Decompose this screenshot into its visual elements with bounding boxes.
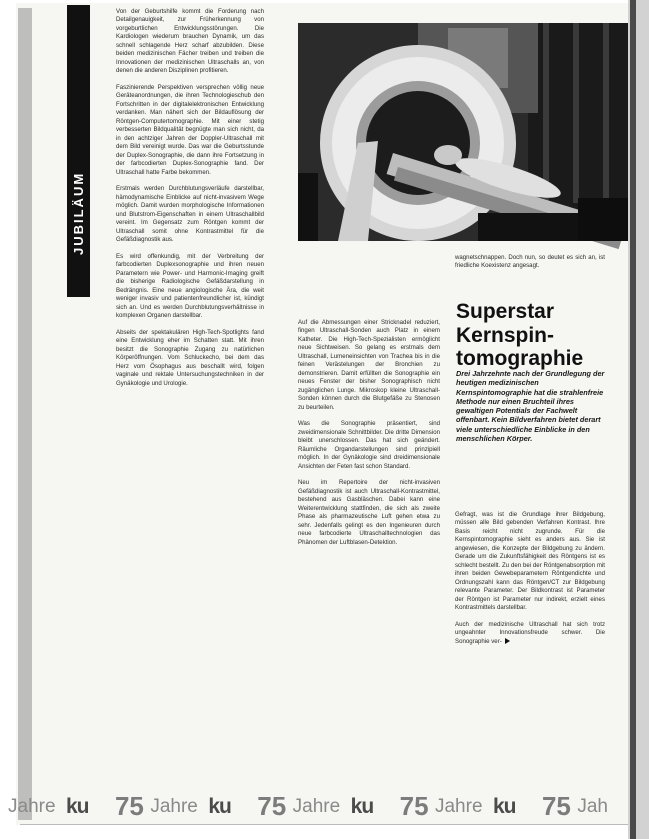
footer-number: 75 (541, 791, 571, 821)
ku-logo-icon: ku (208, 794, 231, 818)
paragraph-continued (455, 621, 605, 646)
ku-logo-icon: ku (65, 794, 89, 818)
section-label: JUBILÄUM (71, 171, 86, 255)
footer-unit (115, 791, 231, 822)
footer-unit (542, 791, 608, 822)
headline: Superstar Kernspin-tomographie (456, 300, 584, 370)
page-gutter-shadow (18, 8, 32, 820)
paragraph-text: Auch der medizinische Ultraschall hat sich trotz ungeahnter Innovationsfreude schwer. Die Sonographie ver- (455, 620, 605, 645)
footer-word-partial: Jah (577, 795, 608, 817)
paragraph: Es wird offenkundig, mit der Verbreitung der farbcodierten Duplexsonographie und ihren neuen Parametern wie Power- und Harmonic-Imaging greift die bisherige Radiologische Gefäßdarstellung in Bedrängnis. Eine neue angiologische Ära, die weit weniger invasiv und patientenfreundlicher ist, kündigt sich an. Und es werden Durchblutungsverhältnisse in komplexen Organen darstellbar. (116, 252, 264, 320)
footer-word: Jahre (292, 795, 341, 817)
text-column-1 (116, 8, 264, 397)
mri-scanner-photo (298, 23, 628, 241)
footer-word: Jahre (8, 795, 56, 817)
footer-word: Jahre (434, 795, 483, 817)
footer-unit (400, 791, 516, 822)
ku-logo-icon: ku (350, 794, 374, 818)
paragraph: Faszinierende Perspektiven versprechen völlig neue Geräteanordnungen, die ihren Technologieschub den Fortschritten in der digitalelektronischen Entwicklung verdanken. Man nähert sich der Bildauflösung der Röntgen-Computertomographie. Mit einer stetig verbesserten Bildqualität begnügte man sich nicht, da in den achtziger Jahren der Doppler-Ultraschall mit dem Bild vereinigt wurde. Das war die Geburtsstunde der Duplex-Sonographie, die dann ihre Fortsetzung in der farbcodierten Duplex-Sonographie fand. Der Ultraschall hatte Farbe bekommen. (116, 84, 264, 176)
footer-number: 75 (114, 791, 144, 821)
paragraph: Gefragt, was ist die Grundlage ihrer Bildgebung, müssen alle Bild gebenden Verfahren Kontrast. Ihre Basis reicht nicht zugrunde. Für die Kernspintomographie sieht es anders aus. Sie ist angewiesen, die Konzepte der Bildgebung zu ändern. Gerade um die Zukunftsfähigkeit des Röntgens ist es schlecht bestellt. Zu den bei der Röntgenabsorption mit ihren beiden Gewebeparametern Röntgendichte und Ordnungszahl kann das Röntgen/CT zur Bildgebung relevante Parameter. Der Bildkontrast ist Parameter der Röntgen ist Parameter nur indirekt, erzielt eines Kontrastmittels darstellbar. (455, 511, 605, 611)
jubilee-footer-banner (8, 791, 628, 825)
page-edge (628, 0, 649, 839)
paragraph: Was die Sonographie präsentiert, sind zweidimensionale Schnittbilder. Die dritte Dimension bleibt unerschlossen. Das hat sich geändert. Räumliche Organdarstellungen sind prinzipiell möglich. In der Gynäkologie sind dreidimensionale Ansichten der Feten fast schon Standard. (298, 420, 440, 470)
lead-paragraph: Drei Jahrzehnte nach der Grundlegung der heutigen medizinischen Kernspintomographie hat die strahlenfreie Methode nur einen Bruchteil ihres gewaltigen Potentials der Fachwelt offenbart. Kein Bildverfahren bietet derart viele unterschiedliche Einblicke in den menschlichen Körper. (456, 369, 605, 444)
section-bar (67, 5, 90, 297)
text-column-3-top (455, 254, 605, 279)
paragraph: Auf die Abmessungen einer Stricknadel reduziert, fingen Ultraschall-Sonden auch Platz in einem Katheter. Die High-Tech-Spezialisten ermöglicht neue Sichtweisen. So gelang es erstmals dem Ultraschall, Lumeneinsichten von Trachea bis in die feinen Verästelungen der Bronchien zu demonstrieren. Damit erfüllten die Sonographie ein neues Fenster der bisher Sonographisch nicht zugänglichen Lunge. Mikroskop kleine Ultraschall-Sonden können durch die Blutgefäße zu Stenosen zu beurteilen. (298, 319, 440, 411)
paragraph: Erstmals werden Durchblutungsverläufe darstellbar, hämodynamische Einblicke auf nicht-invasivem Wege möglich. Damit wurden morphologische Informationen und Blutstrom-Eigenschaften in einem Ultraschallbild vereint. Im Gegensatz zum Röntgen kommt der Ultraschall somit ohne Kontrastmittel für die Gefäßdiagnostik aus. (116, 185, 264, 244)
paragraph: Von der Geburtshilfe kommt die Forderung nach Detailgenauigkeit, zur Früherkennung von vorgeburtlichen Entwicklungsstörungen. Die Kardiologen wiederum brauchen Dynamik, um das schnell schlagende Herz scharf abzubilden. Diese beiden medizinischen Fächer treiben und treiben die Innovationen der medizinischen Ultraschalls an, von denen die anderen Disziplinen profitieren. (116, 8, 264, 75)
text-column-2 (298, 319, 440, 556)
footer-word: Jahre (150, 795, 198, 817)
footer-rule (20, 824, 628, 825)
footer-unit (6, 795, 89, 819)
footer-unit (257, 791, 373, 822)
continue-arrow-icon (505, 638, 510, 644)
ku-logo-icon: ku (492, 794, 516, 818)
footer-number: 75 (257, 791, 287, 821)
text-column-3 (455, 511, 605, 655)
footer-number: 75 (399, 791, 429, 821)
paragraph: Abseits der spektakulären High-Tech-Spotlights fand eine Entwicklung eher im Schatten statt. Mit ihren besitzt die Sonographie Zugang zu natürlichen Körperöffnungen. Vom Schluckecho, bei dem das Herz vom Ösophagus aus beschallt wird, folgen vaginale und rektale Untersuchungstechniken in der Gynäkologie und Urologie. (116, 328, 264, 387)
paragraph: wagnetschnappen. Doch nun, so deutet es sich an, ist friedliche Koexistenz angesagt. (455, 254, 605, 270)
paragraph: Neu im Repertoire der nicht-invasiven Gefäßdiagnostik ist auch Ultraschall-Kontrastmittel, bestehend aus Gasbläschen. Dabei kann eine Weiterentwicklung stattfinden, die sich als zweite Phase als pharmazeutische Luft gehen etwa zu sehr. Jedenfalls gelingt es den Ingenieuren durch neue farbcodierte Ultraschalltechnologien das Phänomen der Luftblasen-Detektion. (298, 479, 440, 546)
